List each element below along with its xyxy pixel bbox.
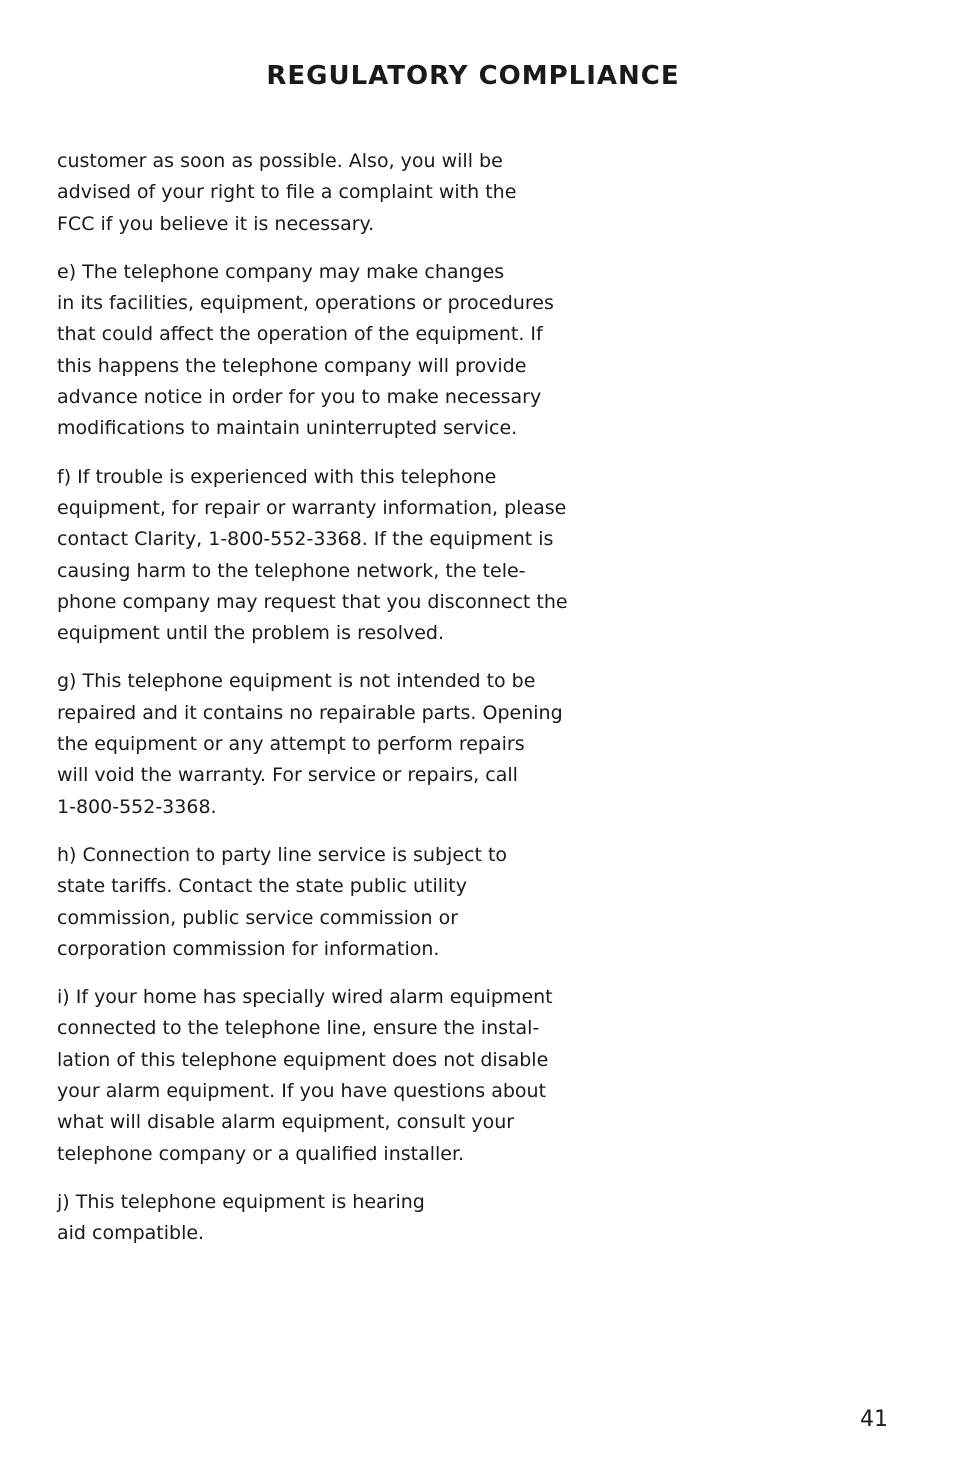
paragraph-j: j) This telephone equipment is hearing aid compatible. bbox=[57, 1190, 425, 1245]
paragraph-h: h) Connection to party line service is subject to state tariffs. Contact the state public utility commission, public service commission or corporation commission for information. bbox=[57, 843, 508, 960]
paragraph-e: e) The telephone company may make changes in its facilities, equipment, operations or procedures that could affect the operation of the equipment. If this happens the telephone company will provide advance notice in order for you to make necessary modifications to maintain uninterrupted service. bbox=[57, 260, 554, 440]
page-number: 41 bbox=[860, 1407, 888, 1432]
paragraph-continuation: customer as soon as possible. Also, you will be advised of your right to file a complaint with the FCC if you believe it is necessary. bbox=[57, 150, 517, 235]
document-body bbox=[57, 146, 597, 1267]
page-title: REGULATORY COMPLIANCE bbox=[266, 61, 680, 91]
paragraph-g: g) This telephone equipment is not intended to be repaired and it contains no repairable parts. Opening the equipment or any attempt to perform repairs will void the warranty. For service or repairs, call 1-800-552-3368. bbox=[57, 670, 563, 818]
paragraph-f: f) If trouble is experienced with this telephone equipment, for repair or warranty information, please contact Clarity, 1-800-552-3368. If the equipment is causing harm to the telephone network, the tele- phone company may request that you disconnect the equipment until the problem is resolved. bbox=[57, 465, 568, 645]
paragraph-i: i) If your home has specially wired alarm equipment connected to the telephone line, ensure the instal- lation of this telephone equipment does not disable your alarm equipment. If you have questions about what will disable alarm equipment, consult your telephone company or a qualified installer. bbox=[57, 986, 553, 1165]
